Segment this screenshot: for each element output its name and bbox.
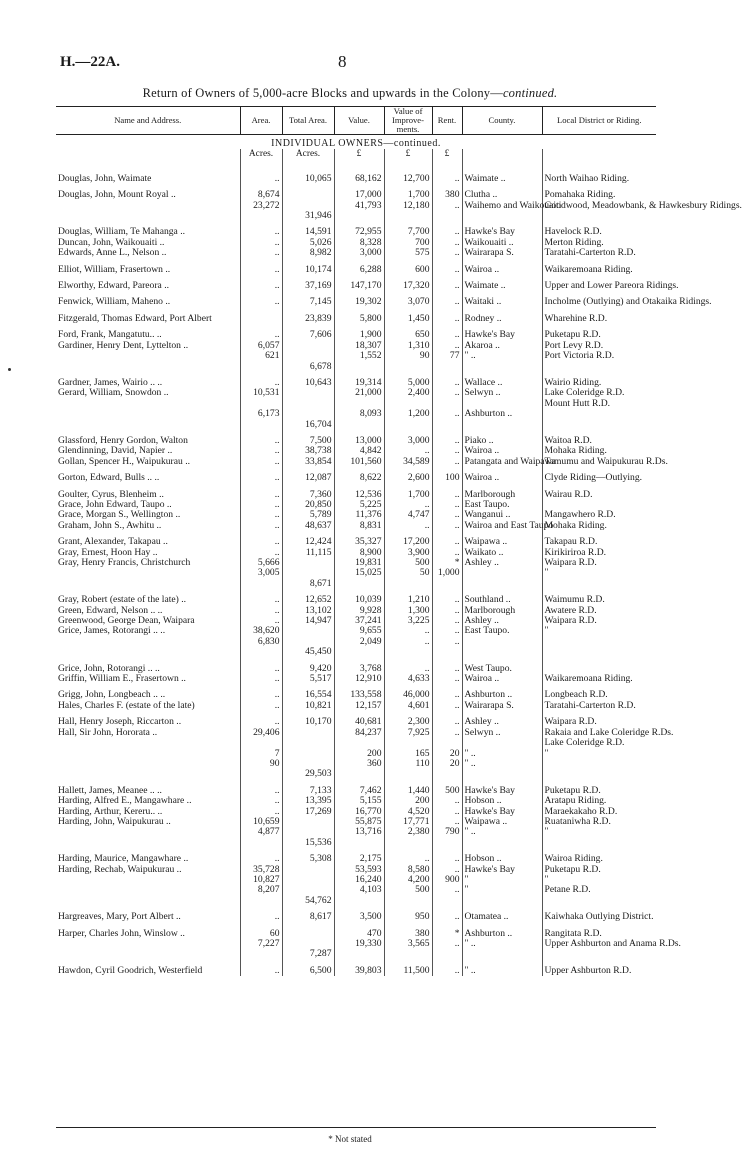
entry-area: ..	[240, 259, 282, 275]
owners-table	[56, 106, 742, 976]
entry-rent: .. .. ..	[432, 430, 462, 467]
entry-rent: .. .. ..	[432, 372, 462, 430]
entry-rent: .. .. ..	[432, 221, 462, 258]
entry-total-area: 7,500 38,738 33,854	[282, 430, 334, 467]
column-header-row	[56, 107, 656, 135]
entry-local-district: Puketapu R.D. Port Levy R.D. Port Victoria R.D.	[542, 324, 656, 372]
entry-county: Wairoa ..	[462, 467, 542, 483]
entry-name: Goulter, Cyrus, Blenheim .. Grace, John Edward, Taupo .. Grace, Morgan S., Wellington .. Graham, John S., Awhitu ..	[58, 488, 181, 531]
table-row	[56, 923, 656, 960]
entry-value: 19,302	[334, 291, 384, 307]
entry-area: .. 29,406 7 90	[240, 711, 282, 779]
entry-area: .. .. .. 10,659 4,877	[240, 780, 282, 848]
entry-local-district: Waimumu R.D. Awatere R.D. Waipara R.D. "	[542, 589, 656, 657]
entry-total-area: 7,145	[282, 291, 334, 307]
entry-local-district: Wharehine R.D.	[542, 308, 656, 324]
entry-county: Ashburton .. Wairarapa S.	[462, 684, 542, 711]
entry-local-district: Upper and Lower Pareora Ridings.	[542, 275, 656, 291]
entry-total-area: 12,424 11,115 8,671	[282, 531, 334, 589]
entry-local-district: Waikaremoana Riding.	[542, 658, 656, 685]
table-row	[56, 467, 656, 483]
entry-value: 7,462 5,155 16,770 55,875 13,716	[334, 780, 384, 848]
entry-total-area: 6,500	[282, 960, 334, 976]
entry-total-area: 7,360 20,850 5,789 48,637	[282, 484, 334, 532]
entry-name: Fitzgerald, Thomas Edward, Port Albert	[58, 312, 212, 324]
entry-county: West Taupo. Wairoa ..	[462, 658, 542, 685]
entry-improvements: 1,210 1,300 3,225 .. ..	[384, 589, 432, 657]
entry-value: 133,558 12,157	[334, 684, 384, 711]
entry-improvements: 5,000 2,400 1,200	[384, 372, 432, 430]
entry-local-district: Waipara R.D. Rakaia and Lake Coleridge R.Ds. Lake Coleridge R.D. "	[542, 711, 656, 779]
table-row	[56, 848, 656, 906]
entry-county: Rodney ..	[462, 308, 542, 324]
entry-area: ..	[240, 906, 282, 922]
unit-area: Acres.	[240, 149, 282, 167]
entry-improvements: 3,070	[384, 291, 432, 307]
col-name-address: Name and Address.	[56, 107, 240, 135]
entry-rent: .. .. * 1,000	[432, 531, 462, 589]
entry-county: Hobson .. Hawke's Bay " "	[462, 848, 542, 906]
table-row	[56, 780, 656, 848]
table-row	[56, 184, 656, 221]
page-header	[0, 52, 700, 76]
entry-area: .. .. 5,666 3,005	[240, 531, 282, 589]
entry-value: 12,536 5,225 11,376 8,831	[334, 484, 384, 532]
entry-local-district: Pomahaka Riding. Goodwood, Meadowbank, & Hawkesbury Ridings.	[542, 184, 656, 221]
page-number: 8	[338, 52, 347, 71]
entry-total-area: 10,643 16,704	[282, 372, 334, 430]
entry-county: Ashley .. Selwyn .. " .. " ..	[462, 711, 542, 779]
entry-name: Gray, Robert (estate of the late) .. Green, Edward, Nelson .. .. Greenwood, George Dean, Waipara Grice, James, Rotorangi .. ..	[58, 594, 195, 637]
entry-area: .. .. ..	[240, 221, 282, 258]
table-row	[56, 430, 656, 467]
entry-county: Hawke's Bay Hobson .. Hawke's Bay Waipawa .. " ..	[462, 780, 542, 848]
entry-value: 3,500	[334, 906, 384, 922]
entry-total-area: 8,617	[282, 906, 334, 922]
entry-county: Wairoa ..	[462, 259, 542, 275]
units-row	[56, 149, 656, 167]
entry-area: 60 7,227	[240, 923, 282, 960]
entry-local-district: Puketapu R.D. Aratapu Riding. Maraekakaho R.D. Ruataniwha R.D. "	[542, 780, 656, 848]
margin-mark	[8, 368, 11, 371]
entry-local-district: Incholme (Outlying) and Otakaika Ridings.	[542, 291, 656, 307]
entry-name: Harper, Charles John, Winslow ..	[58, 927, 185, 939]
entry-county: Otamatea ..	[462, 906, 542, 922]
entry-rent: 380 ..	[432, 184, 462, 221]
entry-value: 10,039 9,928 37,241 9,655 2,049	[334, 589, 384, 657]
entry-total-area: 14,591 5,026 8,982	[282, 221, 334, 258]
entry-improvements: 17,320	[384, 275, 432, 291]
entry-name: Elworthy, Edward, Pareora ..	[58, 280, 170, 292]
entry-rent: .. .. 77	[432, 324, 462, 372]
entry-improvements: .. 4,633	[384, 658, 432, 685]
section-heading-row	[56, 135, 656, 150]
table-row	[56, 324, 656, 372]
entry-rent: ..	[432, 291, 462, 307]
entry-improvements: 11,500	[384, 960, 432, 976]
entry-total-area: 5,308 54,762	[282, 848, 334, 906]
entry-total-area: 31,946	[282, 184, 334, 221]
entry-improvements: 950	[384, 906, 432, 922]
entry-area: 8,674 23,272	[240, 184, 282, 221]
entry-name: Hall, Henry Joseph, Riccarton .. Hall, Sir John, Hororata ..	[58, 716, 182, 738]
entry-rent: ..	[432, 960, 462, 976]
entry-area: ..	[240, 275, 282, 291]
col-value: Value.	[334, 107, 384, 135]
entry-name: Grice, John, Rotorangi .. .. Griffin, William E., Frasertown ..	[58, 662, 186, 685]
entry-total-area: 10,170 29,503	[282, 711, 334, 779]
entry-improvements: 7,700 700 575	[384, 221, 432, 258]
entry-value: 5,800	[334, 308, 384, 324]
entry-name: Glassford, Henry Gordon, Walton Glendinning, David, Napier .. Gollan, Spencer H., Waipukurau ..	[58, 434, 190, 467]
table-title-main: Return of Owners of 5,000-acre Blocks and upwards in the Colony—	[142, 86, 503, 100]
entry-local-district: Longbeach R.D. Taratahi-Carterton R.D.	[542, 684, 656, 711]
entry-area: ..	[240, 291, 282, 307]
entry-county: Wallace .. Selwyn .. Ashburton ..	[462, 372, 542, 430]
entry-area: .. ..	[240, 684, 282, 711]
entry-name: Harding, Maurice, Mangawhare .. Harding, Rechab, Waipukurau ..	[58, 853, 189, 875]
entry-name: Douglas, William, Te Mahanga .. Duncan, John, Waikouaiti .. Edwards, Anne L., Nelson ..	[58, 226, 186, 259]
entry-local-district: North Waihao Riding.	[542, 168, 656, 184]
entry-rent: 100	[432, 467, 462, 483]
table-row	[56, 259, 656, 275]
entry-local-district: Takapau R.D. Kirikiriroa R.D. Waipara R.D. "	[542, 531, 656, 589]
section-heading: INDIVIDUAL OWNERS—continued.	[271, 138, 441, 149]
entry-rent: .. .. 20 20	[432, 711, 462, 779]
entry-total-area: 9,420 5,517	[282, 658, 334, 685]
entry-area: .. 6,057 621	[240, 324, 282, 372]
entry-value: 39,803	[334, 960, 384, 976]
table-row	[56, 684, 656, 711]
table-row	[56, 589, 656, 657]
table-row	[56, 960, 656, 976]
entry-name: Hawdon, Cyril Goodrich, Westerfield	[58, 964, 203, 976]
col-county: County.	[462, 107, 542, 135]
entry-total-area: 10,065	[282, 168, 334, 184]
entry-name: Hargreaves, Mary, Port Albert ..	[58, 911, 181, 923]
footer-rule	[56, 1127, 656, 1128]
entry-improvements: 2,600	[384, 467, 432, 483]
table-row	[56, 906, 656, 922]
entry-rent: ..	[432, 906, 462, 922]
entry-improvements: 1,450	[384, 308, 432, 324]
entry-local-district: Wairoa Riding. Puketapu R.D. " Petane R.D.	[542, 848, 656, 906]
unit-rent: £	[432, 149, 462, 167]
entry-name: Douglas, John, Mount Royal ..	[58, 189, 176, 201]
entry-total-area: 7,133 13,395 17,269 15,536	[282, 780, 334, 848]
entry-improvements: 1,440 200 4,520 17,771 2,380	[384, 780, 432, 848]
entry-local-district: Upper Ashburton R.D.	[542, 960, 656, 976]
entry-area	[240, 308, 282, 324]
entry-improvements: .. 8,580 4,200 500	[384, 848, 432, 906]
entry-local-district: Rangitata R.D. Upper Ashburton and Anama R.Ds.	[542, 923, 656, 960]
entry-local-district: Wairau R.D. Mangawhero R.D. Mohaka Riding.	[542, 484, 656, 532]
entry-county: Waipawa .. Waikato .. Ashley ..	[462, 531, 542, 589]
entry-rent: 500 .. .. .. 790	[432, 780, 462, 848]
entry-value: 35,327 8,900 19,831 15,025	[334, 531, 384, 589]
table-row	[56, 658, 656, 685]
entry-name: Douglas, John, Waimate	[58, 172, 152, 184]
unit-improvements: £	[384, 149, 432, 167]
entry-total-area: 23,839	[282, 308, 334, 324]
col-rent: Rent.	[432, 107, 462, 135]
entry-county: Ashburton .. " ..	[462, 923, 542, 960]
table-row	[56, 221, 656, 258]
entry-rent: .. .. 900 ..	[432, 848, 462, 906]
entry-area: .. ..	[240, 658, 282, 685]
entry-area: .. .. .. 38,620 6,830	[240, 589, 282, 657]
entry-county: Piako .. Wairoa .. Patangata and Waipawa	[462, 430, 542, 467]
entry-county: Hawke's Bay Akaroa .. " ..	[462, 324, 542, 372]
table-row	[56, 308, 656, 324]
entry-name: Fenwick, William, Maheno ..	[58, 296, 171, 308]
table-row	[56, 275, 656, 291]
table-row	[56, 484, 656, 532]
entry-local-district: Waitoa R.D. Mohaka Riding. Tamumu and Waipukurau R.Ds.	[542, 430, 656, 467]
entry-county: Hawke's Bay Waikouaiti .. Wairarapa S.	[462, 221, 542, 258]
entry-area: ..	[240, 467, 282, 483]
unit-total-area: Acres.	[282, 149, 334, 167]
entry-rent: .. .. .. .. ..	[432, 589, 462, 657]
unit-value: £	[334, 149, 384, 167]
entry-improvements: 1,700 12,180	[384, 184, 432, 221]
entry-name: Grigg, John, Longbeach .. .. Hales, Charles F. (estate of the late)	[58, 689, 195, 711]
entry-value: 40,681 84,237 200 360	[334, 711, 384, 779]
entry-improvements: 600	[384, 259, 432, 275]
entry-value: 8,622	[334, 467, 384, 483]
entry-area: ..	[240, 168, 282, 184]
entry-area: .. 10,531 6,173	[240, 372, 282, 430]
entry-improvements: 12,700	[384, 168, 432, 184]
entry-rent: * ..	[432, 923, 462, 960]
entry-county: Waimate ..	[462, 275, 542, 291]
entry-county: Waitaki ..	[462, 291, 542, 307]
entry-area: .. 35,728 10,827 8,207	[240, 848, 282, 906]
entry-value: 1,900 18,307 1,552	[334, 324, 384, 372]
table-title-continued: continued.	[502, 86, 558, 100]
entry-total-area: 7,606 6,678	[282, 324, 334, 372]
entry-improvements: 650 1,310 90	[384, 324, 432, 372]
table-row	[56, 531, 656, 589]
entry-county: Southland .. Marlborough Ashley .. East Taupo.	[462, 589, 542, 657]
col-local-district: Local District or Riding.	[542, 107, 656, 135]
entry-total-area: 7,287	[282, 923, 334, 960]
entry-local-district: Wairio Riding. Lake Coleridge R.D. Mount Hutt R.D.	[542, 372, 656, 430]
entry-improvements: 1,700 .. 4,747 ..	[384, 484, 432, 532]
entry-name: Gardner, James, Wairio .. .. Gerard, William, Snowdon ..	[58, 376, 169, 399]
entry-value: 2,175 53,593 16,240 4,103	[334, 848, 384, 906]
entry-area: ..	[240, 960, 282, 976]
entry-value: 470 19,330	[334, 923, 384, 960]
table-row	[56, 291, 656, 307]
entry-improvements: 380 3,565	[384, 923, 432, 960]
entry-local-district: Kaiwhaka Outlying District.	[542, 906, 656, 922]
entry-county: Waimate ..	[462, 168, 542, 184]
entry-total-area: 12,087	[282, 467, 334, 483]
entry-rent: .. ..	[432, 684, 462, 711]
table-title	[0, 86, 700, 101]
entry-value: 17,000 41,793	[334, 184, 384, 221]
entry-county: " ..	[462, 960, 542, 976]
entry-improvements: 3,000 .. 34,589	[384, 430, 432, 467]
col-area: Area.	[240, 107, 282, 135]
entry-rent: ..	[432, 308, 462, 324]
entry-rent: ..	[432, 168, 462, 184]
entry-total-area: 37,169	[282, 275, 334, 291]
entry-area: .. .. .. ..	[240, 484, 282, 532]
entry-local-district: Havelock R.D. Merton Riding. Taratahi-Carterton R.D.	[542, 221, 656, 258]
entry-value: 6,288	[334, 259, 384, 275]
table-row	[56, 372, 656, 430]
entry-area: .. .. ..	[240, 430, 282, 467]
entry-improvements: 46,000 4,601	[384, 684, 432, 711]
footnote: * Not stated	[328, 1134, 372, 1144]
entry-value: 3,768 12,910	[334, 658, 384, 685]
entry-value: 147,170	[334, 275, 384, 291]
entry-county: Clutha .. Waihemo and Waikouaiti	[462, 184, 542, 221]
entry-name: Elliot, William, Frasertown ..	[58, 263, 171, 275]
entry-rent: ..	[432, 259, 462, 275]
entry-rent: .. ..	[432, 658, 462, 685]
table-row	[56, 711, 656, 779]
entry-value: 13,000 4,842 101,560	[334, 430, 384, 467]
entry-local-district: Clyde Riding—Outlying.	[542, 467, 656, 483]
entry-name: Gorton, Edward, Bulls .. ..	[58, 472, 160, 484]
entry-value: 19,314 21,000 8,093	[334, 372, 384, 430]
col-total-area: Total Area.	[282, 107, 334, 135]
col-improvements: Value of Improve-ments.	[384, 107, 432, 135]
entry-local-district: Waikaremoana Riding.	[542, 259, 656, 275]
entry-improvements: 2,300 7,925 165 110	[384, 711, 432, 779]
entry-total-area: 16,554 10,821	[282, 684, 334, 711]
entry-improvements: 17,200 3,900 500 50	[384, 531, 432, 589]
entry-county: Marlborough East Taupo. Wanganui .. Wairoa and East Taupo	[462, 484, 542, 532]
entry-total-area: 12,652 13,102 14,947 45,450	[282, 589, 334, 657]
entry-name: Hallett, James, Meanee .. .. Harding, Alfred E., Mangawhare .. Harding, Arthur, Kereru.. .. Harding, John, Waipukurau ..	[58, 784, 192, 827]
entry-name: Ford, Frank, Mangatutu.. .. Gardiner, Henry Dent, Lyttelton ..	[58, 329, 189, 351]
document-reference: H.—22A.	[60, 54, 120, 70]
entry-name: Grant, Alexander, Takapau .. Gray, Ernest, Hoon Hay .. Gray, Henry Francis, Christchurch	[58, 536, 191, 568]
entry-total-area: 10,174	[282, 259, 334, 275]
entry-value: 68,162	[334, 168, 384, 184]
table-row	[56, 168, 656, 184]
entry-value: 72,955 8,328 3,000	[334, 221, 384, 258]
entry-rent: .. .. .. ..	[432, 484, 462, 532]
entry-rent: ..	[432, 275, 462, 291]
